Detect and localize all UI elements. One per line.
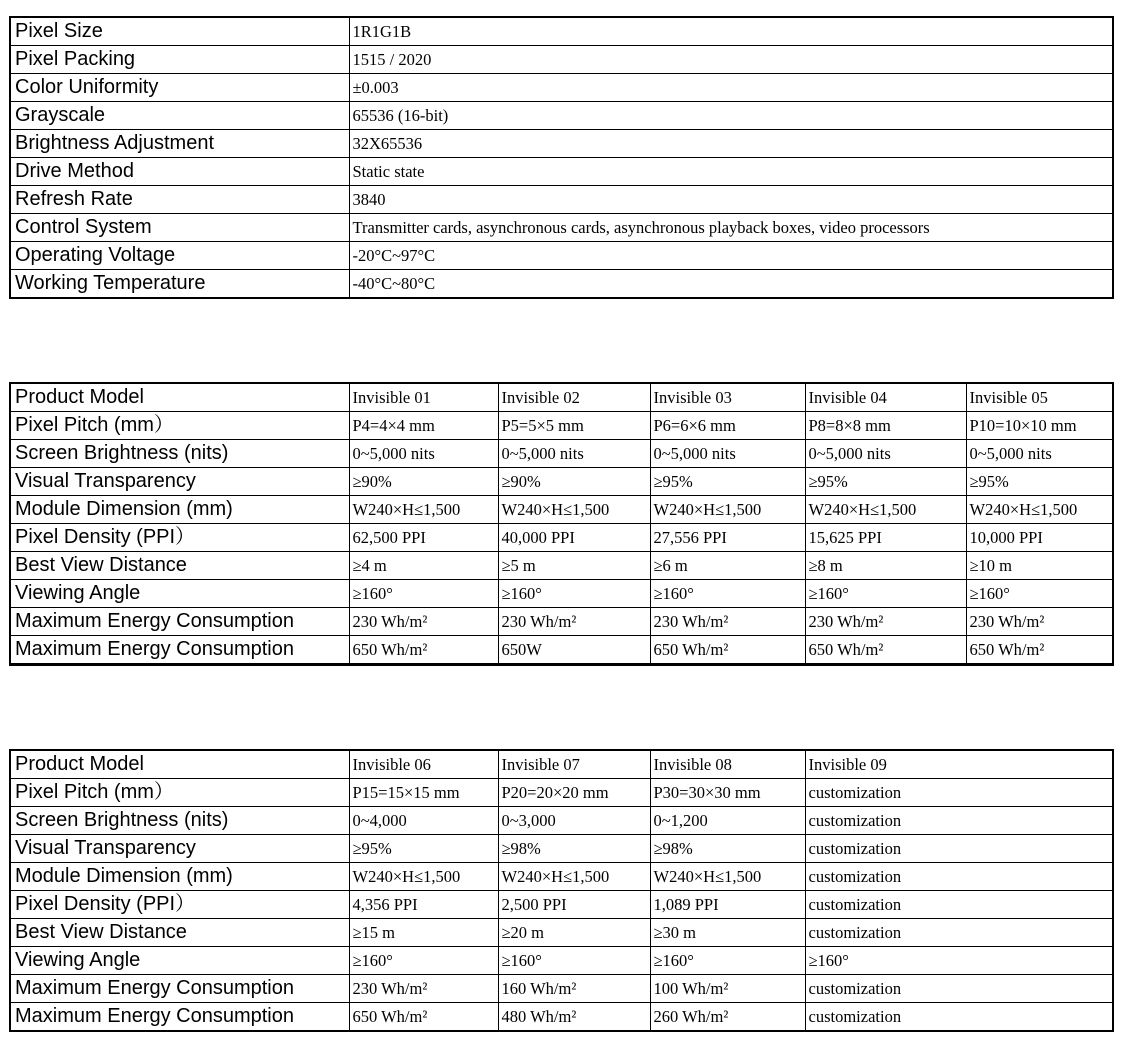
spec-value: ≥160°: [966, 580, 1113, 608]
table-row: [10, 1003, 1113, 1032]
spec-value: W240×H≤1,500: [805, 496, 966, 524]
spec-label: Refresh Rate: [10, 186, 349, 214]
table-row: [10, 468, 1113, 496]
spec-label: Maximum Energy Consumption: [10, 636, 349, 665]
spec-label: Product Model: [10, 750, 349, 779]
table-row: [10, 835, 1113, 863]
spec-label: Maximum Energy Consumption: [10, 608, 349, 636]
table-row: [10, 17, 1113, 46]
spec-value: ≥95%: [805, 468, 966, 496]
spec-value: ≥20 m: [498, 919, 650, 947]
spec-label: Viewing Angle: [10, 947, 349, 975]
spec-value: 0~5,000 nits: [966, 440, 1113, 468]
spec-label: Pixel Pitch (mm）: [10, 412, 349, 440]
table-row: [10, 74, 1113, 102]
spec-value: 0~5,000 nits: [349, 440, 498, 468]
table-row: [10, 102, 1113, 130]
models-table-2: [9, 749, 1114, 1032]
spec-value: 2,500 PPI: [498, 891, 650, 919]
spec-label: Brightness Adjustment: [10, 130, 349, 158]
table-row: [10, 496, 1113, 524]
spec-value: ≥90%: [498, 468, 650, 496]
spec-value: ≥5 m: [498, 552, 650, 580]
spec-value: 260 Wh/m²: [650, 1003, 805, 1032]
spec-value: Invisible 06: [349, 750, 498, 779]
spec-value: 32X65536: [349, 130, 1113, 158]
models-table-1: [9, 382, 1114, 666]
table-row: [10, 863, 1113, 891]
spec-value: 0~5,000 nits: [498, 440, 650, 468]
spec-value: 0~5,000 nits: [805, 440, 966, 468]
spec-value: Invisible 07: [498, 750, 650, 779]
table-row: [10, 919, 1113, 947]
spec-value: ≥160°: [349, 947, 498, 975]
spec-value: 230 Wh/m²: [650, 608, 805, 636]
spec-value: ≥30 m: [650, 919, 805, 947]
spec-value: ≥95%: [650, 468, 805, 496]
spec-value: customization: [805, 1003, 1113, 1032]
spec-label: Grayscale: [10, 102, 349, 130]
spec-value: ≥6 m: [650, 552, 805, 580]
table-row: [10, 947, 1113, 975]
table-row: [10, 186, 1113, 214]
spec-value: P15=15×15 mm: [349, 779, 498, 807]
spec-label: Working Temperature: [10, 270, 349, 299]
spec-value: customization: [805, 807, 1113, 835]
spec-value: P4=4×4 mm: [349, 412, 498, 440]
spec-value: Transmitter cards, asynchronous cards, asynchronous playback boxes, video processors: [349, 214, 1113, 242]
spec-value: W240×H≤1,500: [650, 496, 805, 524]
spec-value: Static state: [349, 158, 1113, 186]
spec-value: 230 Wh/m²: [349, 975, 498, 1003]
spec-value: W240×H≤1,500: [498, 863, 650, 891]
spec-value: P10=10×10 mm: [966, 412, 1113, 440]
spec-value: 10,000 PPI: [966, 524, 1113, 552]
table-row: [10, 440, 1113, 468]
spec-value: ≥160°: [650, 947, 805, 975]
table-row: [10, 608, 1113, 636]
table-row: [10, 636, 1113, 665]
spec-value: 480 Wh/m²: [498, 1003, 650, 1032]
spec-value: customization: [805, 863, 1113, 891]
spec-value: 100 Wh/m²: [650, 975, 805, 1003]
spec-value: ≥4 m: [349, 552, 498, 580]
table-row: [10, 779, 1113, 807]
spec-value: customization: [805, 919, 1113, 947]
spec-label: Pixel Density (PPI）: [10, 891, 349, 919]
table-row: [10, 158, 1113, 186]
spec-label: Color Uniformity: [10, 74, 349, 102]
table-row: [10, 242, 1113, 270]
spec-value: ≥15 m: [349, 919, 498, 947]
spec-value: ≥160°: [650, 580, 805, 608]
spec-value: ≥95%: [349, 835, 498, 863]
table-row: [10, 750, 1113, 779]
spec-value: 4,356 PPI: [349, 891, 498, 919]
table-row: [10, 975, 1113, 1003]
table-row: [10, 552, 1113, 580]
spec-label: Module Dimension (mm): [10, 496, 349, 524]
spec-value: 40,000 PPI: [498, 524, 650, 552]
spec-label: Pixel Packing: [10, 46, 349, 74]
spec-label: Drive Method: [10, 158, 349, 186]
spec-value: ≥160°: [498, 580, 650, 608]
spec-label: Pixel Density (PPI）: [10, 524, 349, 552]
spec-value: P30=30×30 mm: [650, 779, 805, 807]
spec-value: 0~5,000 nits: [650, 440, 805, 468]
spec-value: 0~4,000: [349, 807, 498, 835]
spec-value: 1515 / 2020: [349, 46, 1113, 74]
table-row: [10, 807, 1113, 835]
spec-value: Invisible 08: [650, 750, 805, 779]
spec-value: ≥160°: [805, 580, 966, 608]
spec-label: Visual Transparency: [10, 835, 349, 863]
spec-value: customization: [805, 975, 1113, 1003]
spec-label: Product Model: [10, 383, 349, 412]
spec-label: Maximum Energy Consumption: [10, 1003, 349, 1032]
table-row: [10, 891, 1113, 919]
spec-value: Invisible 04: [805, 383, 966, 412]
table-row: [10, 412, 1113, 440]
spec-value: 650W: [498, 636, 650, 665]
spec-value: W240×H≤1,500: [349, 496, 498, 524]
spec-label: Best View Distance: [10, 552, 349, 580]
spec-value: Invisible 03: [650, 383, 805, 412]
spec-label: Control System: [10, 214, 349, 242]
spec-value: Invisible 02: [498, 383, 650, 412]
spec-value: 1R1G1B: [349, 17, 1113, 46]
spec-value: W240×H≤1,500: [966, 496, 1113, 524]
spec-value: 650 Wh/m²: [650, 636, 805, 665]
spec-value: ≥98%: [650, 835, 805, 863]
spec-value: ±0.003: [349, 74, 1113, 102]
spec-value: ≥10 m: [966, 552, 1113, 580]
spec-value: 650 Wh/m²: [349, 636, 498, 665]
spec-label: Pixel Pitch (mm）: [10, 779, 349, 807]
table-row: [10, 270, 1113, 299]
spec-value: 230 Wh/m²: [966, 608, 1113, 636]
spec-value: 160 Wh/m²: [498, 975, 650, 1003]
spec-label: Screen Brightness (nits): [10, 440, 349, 468]
spec-value: Invisible 09: [805, 750, 1113, 779]
spec-value: 1,089 PPI: [650, 891, 805, 919]
spec-label: Module Dimension (mm): [10, 863, 349, 891]
table-row: [10, 580, 1113, 608]
spec-label: Pixel Size: [10, 17, 349, 46]
spec-value: P20=20×20 mm: [498, 779, 650, 807]
spec-value: customization: [805, 835, 1113, 863]
table-row: [10, 130, 1113, 158]
spec-value: P8=8×8 mm: [805, 412, 966, 440]
spec-value: 0~3,000: [498, 807, 650, 835]
spec-value: Invisible 05: [966, 383, 1113, 412]
spec-value: ≥8 m: [805, 552, 966, 580]
table-row: [10, 214, 1113, 242]
spec-value: 62,500 PPI: [349, 524, 498, 552]
table-row: [10, 46, 1113, 74]
spec-value: 27,556 PPI: [650, 524, 805, 552]
general-specs-table: [9, 16, 1114, 299]
spec-value: ≥98%: [498, 835, 650, 863]
spec-value: ≥160°: [349, 580, 498, 608]
spec-value: 3840: [349, 186, 1113, 214]
spec-value: P6=6×6 mm: [650, 412, 805, 440]
spec-value: ≥160°: [805, 947, 1113, 975]
spec-value: 650 Wh/m²: [805, 636, 966, 665]
spec-value: 650 Wh/m²: [349, 1003, 498, 1032]
spec-value: customization: [805, 779, 1113, 807]
spec-value: 650 Wh/m²: [966, 636, 1113, 665]
spec-value: 230 Wh/m²: [349, 608, 498, 636]
spec-value: 230 Wh/m²: [498, 608, 650, 636]
spec-label: Operating Voltage: [10, 242, 349, 270]
table-row: [10, 524, 1113, 552]
spec-value: ≥95%: [966, 468, 1113, 496]
spec-value: 15,625 PPI: [805, 524, 966, 552]
spec-value: customization: [805, 891, 1113, 919]
spec-label: Best View Distance: [10, 919, 349, 947]
spec-value: 65536 (16-bit): [349, 102, 1113, 130]
spec-value: -20°C~97°C: [349, 242, 1113, 270]
spec-value: W240×H≤1,500: [650, 863, 805, 891]
spec-value: W240×H≤1,500: [349, 863, 498, 891]
spec-label: Visual Transparency: [10, 468, 349, 496]
spec-value: ≥160°: [498, 947, 650, 975]
spec-label: Screen Brightness (nits): [10, 807, 349, 835]
spec-value: 230 Wh/m²: [805, 608, 966, 636]
spec-label: Viewing Angle: [10, 580, 349, 608]
spec-value: -40°C~80°C: [349, 270, 1113, 299]
spec-value: ≥90%: [349, 468, 498, 496]
spec-label: Maximum Energy Consumption: [10, 975, 349, 1003]
spec-value: W240×H≤1,500: [498, 496, 650, 524]
spec-value: Invisible 01: [349, 383, 498, 412]
table-row: [10, 383, 1113, 412]
spec-value: 0~1,200: [650, 807, 805, 835]
spec-value: P5=5×5 mm: [498, 412, 650, 440]
